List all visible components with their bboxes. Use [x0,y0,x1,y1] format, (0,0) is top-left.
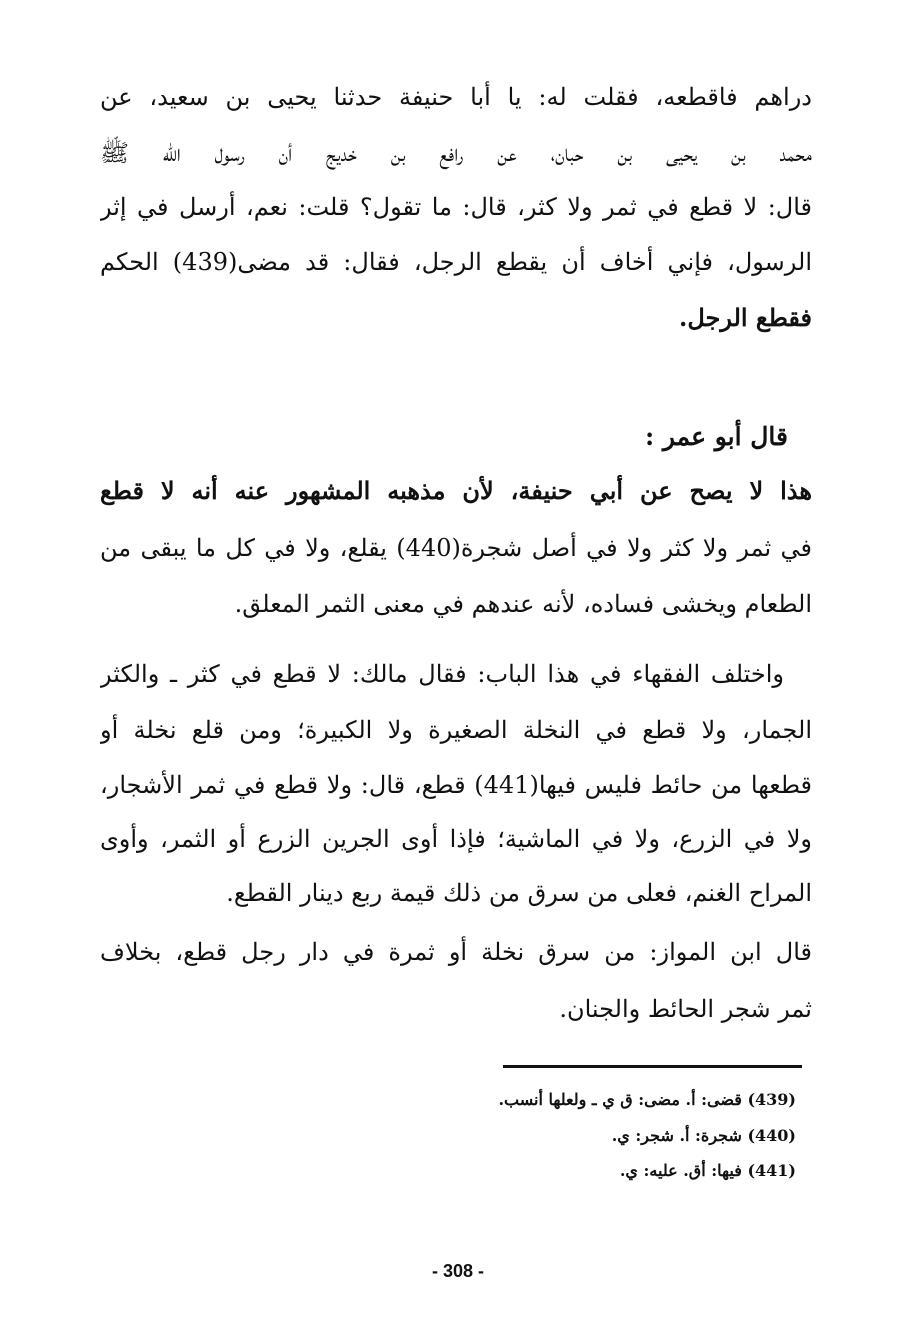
text-line: المراح الغنم، فعلى من سرق من ذلك قيمة ربع دينار القطع. [226,879,812,907]
page-number: - 308 - [431,1261,485,1281]
text-line: فقطع الرجل. [678,303,812,332]
text-line: قال: لا قطع في ثمر ولا كثر، قال: ما تقول؟ قلت: نعم، أرسل في إثر [100,193,812,221]
text-line: الجمار، ولا قطع في النخلة الصغيرة ولا الكبيرة؛ ومن قلع نخلة أو [100,716,812,744]
text-line: دراهم فاقطعه، فقلت له: يا أبا حنيفة حدثنا يحيى بن سعيد، عن [100,83,812,111]
text-line: قطعها من حائط فليس فيها(441) قطع، قال: ولا قطع في ثمر الأشجار، [100,771,812,799]
text-line: في ثمر ولا كثر ولا في أصل شجرة(440) يقلع، ولا في كل ما يبقى من [100,534,812,562]
text-line: ولا في الزرع، ولا في الماشية؛ فإذا أوى الجرين الزرع أو الثمر، وأوى [100,825,812,853]
text-line: الطعام ويخشى فساده، لأنه عندهم في معنى الثمر المعلق. [234,590,812,618]
footnote: (439) قضى: أ. مضى: ق ي ـ ولعلها أنسب. [498,1090,796,1109]
text-line: محمد بن يحيى بن حبان، عن رافع بن خديج أن رسول الله ﷺ [100,139,812,167]
footnote-rule [503,1065,802,1068]
text-line: ثمر شجر الحائط والجنان. [559,995,812,1023]
footnote: (441) فيها: أق. عليه: ي. [619,1161,796,1180]
section-heading: قال أبو عمر : [644,422,788,451]
text-line: الرسول، فإني أخاف أن يقطع الرجل، فقال: قد مضى(439) الحكم [100,248,812,276]
footnote: (440) شجرة: أ. شجر: ي. [611,1126,796,1145]
text-line: قال ابن المواز: من سرق نخلة أو ثمرة في دار رجل قطع، بخلاف [100,938,812,966]
text-line: هذا لا يصح عن أبي حنيفة، لأن مذهبه المشهور عنه أنه لا قطع [100,476,812,505]
text-line: واختلف الفقهاء في هذا الباب: فقال مالك: لا قطع في كثر ـ والكثر [100,660,784,688]
